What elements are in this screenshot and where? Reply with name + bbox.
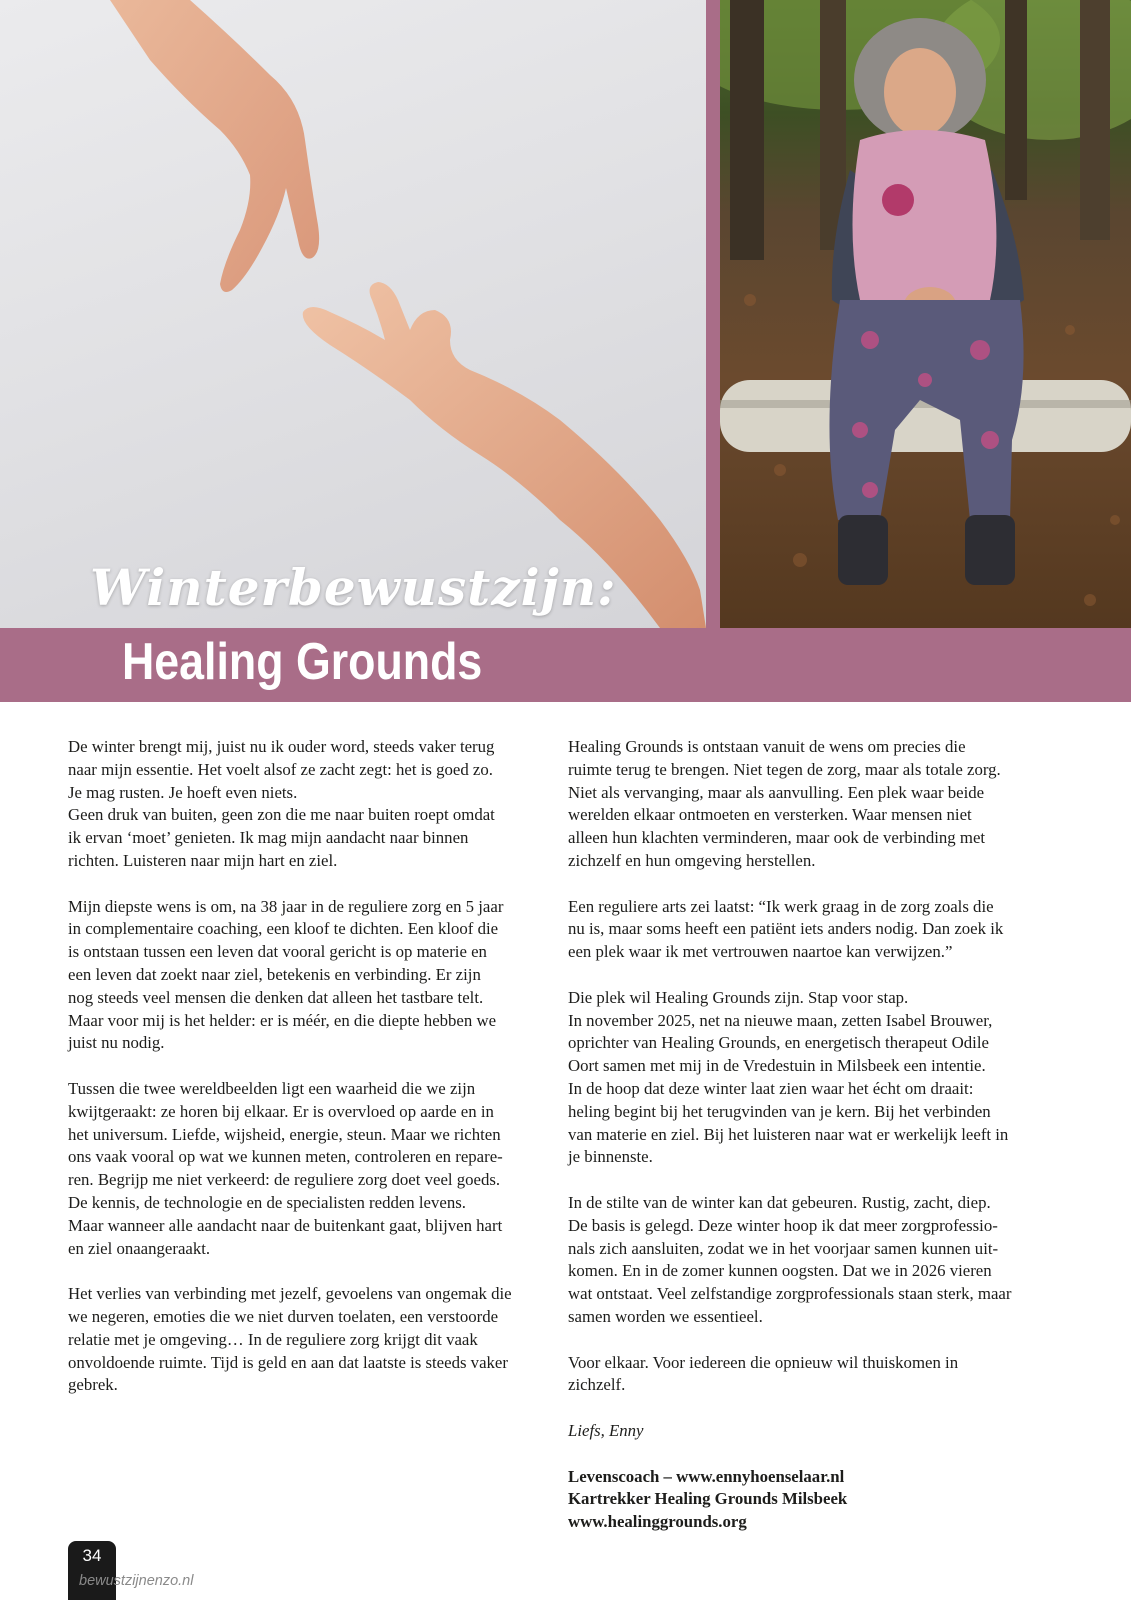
paragraph: Tussen die twee wereldbeelden ligt een waarheid die we zijn kwijtgeraakt: ze horen bij elkaar. Er is overvloed op aarde en in het universum. Liefde, wijsheid, energie, steun. Maar we richten ons vaak vooral op wat we kunnen meten, controleren en repare- ren. Begrijp me niet verkeerd: de reguliere zorg doet veel goeds. De kennis, de technologie en de specialisten redden levens. Maar wanneer alle aandacht naar de buitenkant gaat, blijven hart en ziel onaangeraakt. <box>68 1078 503 1258</box>
upper-hand <box>110 0 319 292</box>
left-column <box>68 736 548 1420</box>
paragraph: Healing Grounds is ontstaan vanuit de wens om precies die ruimte terug te brengen. Niet tegen de zorg, maar als totale zorg. Niet als vervanging, maar als aanvulling. Een plek waar beide werelden elkaar ontmoeten en versterken. Waar mensen niet alleen hun klachten verminderen, maar ook de verbinding met zichzelf en hun omgeving herstellen. <box>568 737 1001 870</box>
reaching-hands-illustration <box>0 0 706 628</box>
paragraph: Mijn diepste wens is om, na 38 jaar in de reguliere zorg en 5 jaar in complementaire coaching, een kloof te dichten. Een kloof die is ontstaan tussen een leven dat vooral gericht is op materie en een leven dat zoekt naar ziel, betekenis en verbinding. Er zijn nog steeds veel mensen die denken dat alleen het tastbare telt. Maar voor mij is het helder: er is méér, en die diepte hebben we juist nu nodig. <box>68 896 504 1053</box>
footer-website: bewustzijnenzo.nl <box>79 1573 194 1589</box>
paragraph: De winter brengt mij, juist nu ik ouder word, steeds vaker terug naar mijn essentie. Het voelt alsof ze zacht zegt: het is goed zo. Je mag rusten. Je hoeft even niets. Geen druk van buiten, geen zon die me naar buiten roept omdat ik ervan ‘moet’ genieten. Ik mag mijn aandacht naar binnen richten. Luisteren naar mijn hart en ziel. <box>68 737 495 870</box>
right-column <box>568 736 1048 1534</box>
woman-sitting-in-forest-photo <box>720 0 1131 628</box>
forest-portrait-illustration <box>720 0 1131 628</box>
paragraph: Een reguliere arts zei laatst: “Ik werk graag in de zorg zoals die nu is, maar soms heeft een patiënt iets anders nodig. Dan zoek ik een plek waar ik met vertrouwen naartoe kan verwijzen.” <box>568 896 1004 962</box>
reaching-hands-photo <box>0 0 706 628</box>
script-title: Winterbewustzijn: <box>90 558 617 617</box>
signature: Liefs, Enny <box>568 1420 644 1440</box>
credit-line: www.healinggrounds.org <box>568 1512 747 1532</box>
paragraph: Het verlies van verbinding met jezelf, gevoelens van ongemak die we negeren, emoties die we niet durven toelaten, een verstoorde relatie met je omgeving… In de reguliere zorg krijgt dit vaak onvoldoende ruimte. Tijd is geld en aan dat laatste is steeds vaker gebrek. <box>68 1284 512 1395</box>
page-title: Healing Grounds <box>122 633 483 691</box>
credit-line: Levenscoach – www.ennyhoenselaar.nl <box>568 1466 845 1486</box>
photo-divider <box>706 0 720 628</box>
page-number: 34 <box>82 1546 102 1565</box>
paragraph: Voor elkaar. Voor iedereen die opnieuw wil thuiskomen in zichzelf. <box>568 1352 959 1395</box>
credit-line: Kartrekker Healing Grounds Milsbeek <box>568 1489 848 1509</box>
paragraph: Die plek wil Healing Grounds zijn. Stap voor stap. In november 2025, net na nieuwe maan, zetten Isabel Brouwer, oprichter van Healing Grounds, en energetisch therapeut Odile Oort samen met mij in de Vredestuin in Milsbeek een intentie. In de hoop dat deze winter laat zien waar het écht om draait: heling begint bij het terugvinden van je kern. Bij het verbinden van materie en ziel. Bij het luisteren naar wat er werkelijk leeft in je binnenste. <box>568 987 1009 1167</box>
paragraph: In de stilte van de winter kan dat gebeuren. Rustig, zacht, diep. De basis is gelegd. Deze winter hoop ik dat meer zorgprofessio- nals zich aansluiten, zodat we in het voorjaar samen kunnen uit- komen. En in de zomer kunnen oogsten. Dat we in 2026 vieren wat ontstaat. Veel zelfstandige zorgprofessionals staan sterk, maar samen worden we essentieel. <box>568 1192 1012 1326</box>
